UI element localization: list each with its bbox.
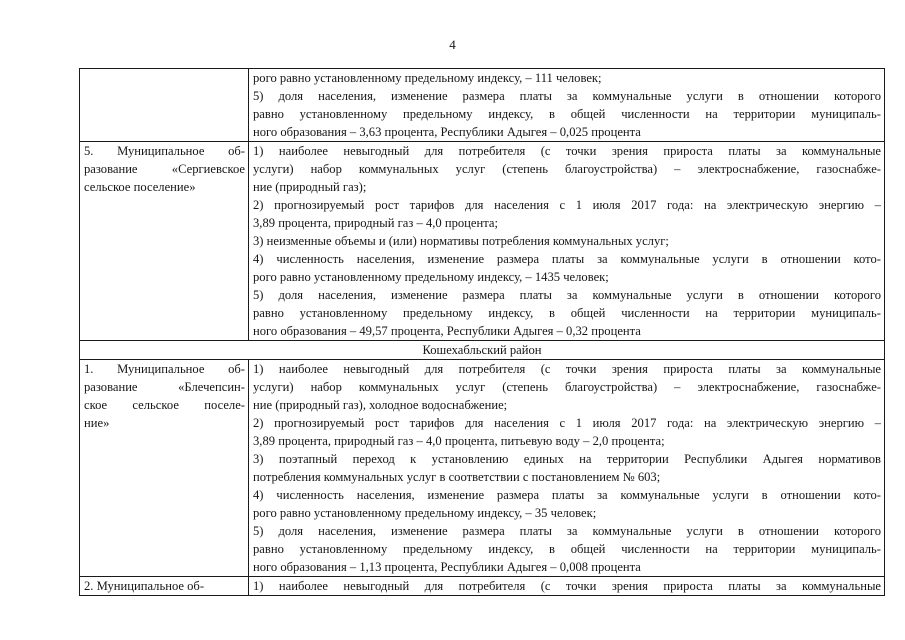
page-number: 4 [449,37,456,52]
condition-text-line: рого равно установленному предельному индексу, – 1435 человек; [253,270,609,284]
condition-text-line: 3) поэтапный переход к установлению единых на территории Республики Адыгея нормативов [253,452,881,466]
municipality-row [80,577,885,596]
municipality-name-line: 2. Муниципальное об- [84,579,205,593]
condition-text-line: ного образования – 3,63 процента, Республики Адыгея – 0,025 процента [253,125,641,139]
municipality-name-line: 5. Муниципальное об- [84,144,245,158]
condition-text-line: рого равно установленному предельному индексу, – 35 человек; [253,506,597,520]
condition-text-line: ние (природный газ); [253,180,367,194]
municipality-row [80,142,885,341]
condition-text-line: 1) наиболее невыгодный для потребителя (с точки зрения прироста платы за коммунальные [253,579,881,593]
municipality-name-line: 1. Муниципальное об- [84,362,245,376]
municipality-name-cell [80,577,249,596]
condition-text-line: ного образования – 1,13 процента, Республики Адыгея – 0,008 процента [253,560,641,574]
condition-text-line: 3) неизменные объемы и (или) нормативы потребления коммунальных услуг; [253,234,669,248]
municipality-name-line: разование «Блечепсин- [84,380,245,394]
condition-text-line: потребления коммунальных услуг в соответствии с постановлением № 603; [253,470,661,484]
condition-text-line: ние (природный газ), холодное водоснабжение; [253,398,508,412]
region-heading: Кошехабльский район [80,341,885,360]
municipality-row [80,69,885,142]
condition-text-line: 1) наиболее невыгодный для потребителя (с точки зрения прироста платы за коммунальные [253,362,881,376]
condition-text-line: 5) доля населения, изменение размера платы за коммунальные услуги в отношении которого [253,288,881,302]
municipality-name-line: ское сельское поселе- [84,398,245,412]
municipality-row [80,360,885,577]
municipality-name-line: разование «Сергиевское [84,162,245,176]
condition-text-line: услуги) набор коммунальных услуг (степень благоустройства) – электроснабжение, газоснабже- [253,380,881,394]
condition-text-line: 4) численность населения, изменение размера платы за коммунальные услуги в отношении кото- [253,252,881,266]
condition-text-line: ного образования – 49,57 процента, Республики Адыгея – 0,32 процента [253,324,641,338]
condition-text-line: 1) наиболее невыгодный для потребителя (с точки зрения прироста платы за коммунальные [253,144,881,158]
condition-text-line: 2) прогнозируемый рост тарифов для населения с 1 июля 2017 года: на электрическую энергию – [253,198,881,212]
condition-text-line: 4) численность населения, изменение размера платы за коммунальные услуги в отношении кото- [253,488,881,502]
condition-text-line: 5) доля населения, изменение размера платы за коммунальные услуги в отношении которого [253,524,881,538]
condition-text-line: 5) доля населения, изменение размера платы за коммунальные услуги в отношении которого [253,89,881,103]
condition-text-line: рого равно установленному предельному индексу, – 111 человек; [253,71,602,85]
condition-text-line: услуги) набор коммунальных услуг (степень благоустройства) – электроснабжение, газоснабже- [253,162,881,176]
municipality-name-cell [80,360,249,577]
conditions-cell [249,577,885,596]
municipality-name-cell [80,142,249,341]
condition-text-line: равно установленному предельному индексу, в общей численности на территории муниципаль- [253,107,881,121]
conditions-cell [249,142,885,341]
municipality-name-line: сельское поселение» [84,180,196,194]
condition-text-line: 2) прогнозируемый рост тарифов для населения с 1 июля 2017 года: на электрическую энергию – [253,416,881,430]
municipality-name-cell [80,69,249,142]
tariff-table [79,68,885,596]
conditions-cell [249,360,885,577]
condition-text-line: равно установленному предельному индексу, в общей численности на территории муниципаль- [253,306,881,320]
condition-text-line: равно установленному предельному индексу, в общей численности на территории муниципаль- [253,542,881,556]
region-row [80,341,885,360]
condition-text-line: 3,89 процента, природный газ – 4,0 процента; [253,216,499,230]
municipality-name-line: ние» [84,416,110,430]
conditions-cell [249,69,885,142]
condition-text-line: 3,89 процента, природный газ – 4,0 процента, питьевую воду – 2,0 процента; [253,434,665,448]
